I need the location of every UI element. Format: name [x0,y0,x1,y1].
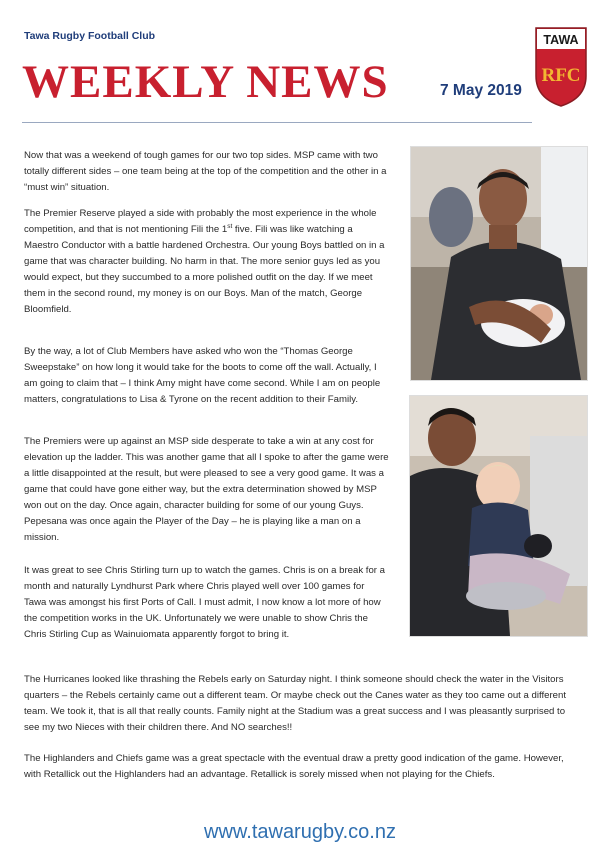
paragraph-2-part-b: five. Fili was like watching a Maestro Conductor with a battle hardened Orchestra. Our young Boys battled on in a game that was character building. No harm in that. The more senior guys led as you would expect, but they succumbed to a more polished outfit on the day. If we meet them in the second round, my money is on our Boys. Man of the match, George Bloomfield. [24,224,385,315]
paragraph-5: It was great to see Chris Stirling turn up to watch the games. Chris is on a break for a month and naturally Lyndhurst Park where Chris played well over 100 games for Tawa was amongst his first Ports of Call. I must admit, I now know a lot more of how the competition works in the UK. Unfortunately we were unable to show Chris the Chris Stirling Cup as Wainuiomata apparently forgot to bring it. [24,565,385,640]
paragraph-7: The Highlanders and Chiefs game was a great spectacle with the eventual draw a pretty good indication of the game. However, with Retallick out the Highlanders had an advantage. Retallick is sorely missed when not playing for the Chiefs. [24,753,564,780]
paragraph-6: The Hurricanes looked like thrashing the Rebels early on Saturday night. I think someone should check the water in the Visitors quarters – the Rebels certainly came out a different team. Or maybe check out the Canes water as they too came out a different team. We took it, that is all that really counts. Family night at the Stadium was a great success and I was pleasantly surprised to see my two Nieces with their children there. And NO searches!! [24,674,566,733]
paragraph-2-part-a: The Premier Reserve played a side with probably the most experience in the whole competition, and that is not mentioning Fili the 1 [24,208,377,235]
website-link[interactable]: www.tawarugby.co.nz [204,821,396,843]
logo-monogram: RFC [541,65,581,86]
photo-man-with-toddler-and-baby [409,395,588,637]
club-logo [534,26,588,108]
header-rule [22,122,532,123]
paragraph-2 [24,206,389,318]
issue-date: 7 May 2019 [440,82,522,99]
photo-man-with-newborn [410,146,588,381]
paragraph-1: Now that was a weekend of tough games for our two top sides. MSP came with two totally different sides – one team being at the top of the competition and the other in a “must win” situation. [24,150,387,193]
ordinal-suffix: st [227,222,233,230]
club-name: Tawa Rugby Football Club [24,30,156,42]
paragraph-4: The Premiers were up against an MSP side desperate to take a win at any cost for elevation up the ladder. This was another game that all I spoke to after the game were a little disappointed at the result, but were pleased to see a very good game. It was a game that could have gone either way, but the extra determination showed by MSP won out on the day. Once again, character building for some of our young Guys. Pepesana was once again the Player of the Day – he is playing like a man on a mission. [24,436,389,543]
paragraph-3: By the way, a lot of Club Members have asked who won the “Thomas George Sweepstake” on how long it would take for the boots to come off the wall. Actually, I am going to claim that – I think Amy might have come second. While I am on people matters, congratulations to Lisa & Tyrone on the recent addition to their Family. [24,346,381,405]
logo-top-text: TAWA [543,33,579,47]
newsletter-title: WEEKLY NEWS [22,56,389,108]
